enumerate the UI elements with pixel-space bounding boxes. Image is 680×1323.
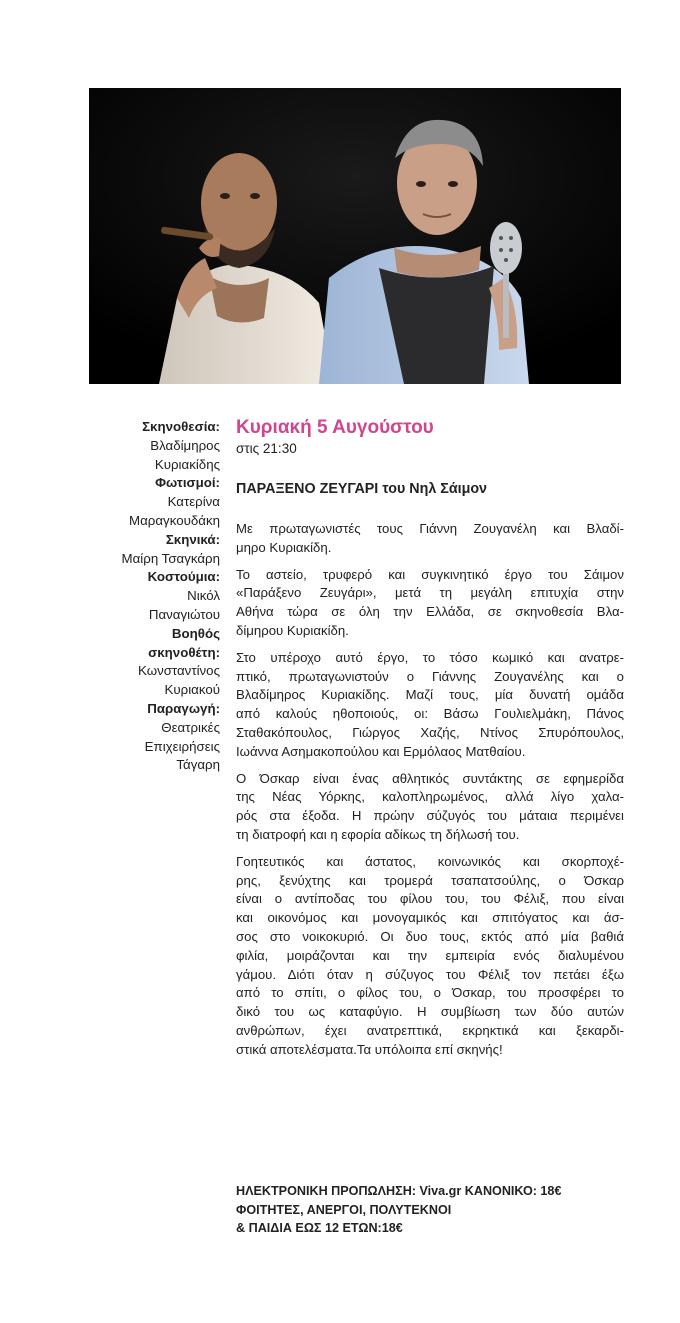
paragraph-line: φιλία, μοιράζονται και την εμπειρία ενός διαλυμένου: [236, 947, 624, 963]
credit-name: Νικόλ: [187, 588, 220, 604]
ticket-line: & ΠΑΙΔΙΑ ΕΩΣ 12 ΕΤΩΝ:18€: [236, 1221, 403, 1235]
paragraph-line: της Νέας Υόρκης, καλοπληρωμένος, αλλά λίγο χαλα-: [236, 789, 624, 805]
ticket-line: ΗΛΕΚΤΡΟΝΙΚΗ ΠΡΟΠΩΛΗΣΗ: Viva.gr ΚΑΝΟΝΙΚΟ: 18€: [236, 1184, 562, 1198]
credit-name: Κυριακού: [164, 682, 220, 698]
paragraph-line: και οικονόμος και μονογαμικός και σπιτόγατος και άσ-: [236, 910, 624, 926]
credit-name: Κωνσταντίνος: [137, 663, 220, 679]
paragraph-line: ρός στα έξοδα. Η πρώην σύζυγός του μάταια περιμένει: [236, 808, 624, 824]
event-date: Κυριακή 5 Αυγούστου: [236, 417, 434, 438]
credit-name: Θεατρικές: [161, 719, 220, 735]
article-paragraph: [236, 566, 624, 641]
credit-name: Μαίρη Τσαγκάρη: [121, 550, 220, 566]
paragraph-line: σος στο νοικοκυριό. Οι δυο τους, εκτός από μία βαθιά: [236, 928, 624, 944]
promo-photo: [89, 88, 621, 384]
ticket-info: [236, 1182, 626, 1238]
credit-name: Παναγιώτου: [148, 606, 220, 622]
paragraph-line: ρης, ξενύχτης και τρομερά τσαπατσούλης, ο Όσκαρ: [236, 872, 624, 888]
paragraph-line: Σταθακόπουλος, Γιώργος Χαζής, Ντίνος Σπυρόπουλος,: [236, 724, 624, 740]
event-article: [236, 416, 624, 1068]
article-paragraph: [236, 649, 624, 762]
credit-name: Τάγαρη: [176, 757, 220, 773]
paragraph-line: δίμηρου Κυριακίδη.: [236, 622, 349, 638]
credit-name: Βλαδίμηρος: [150, 437, 220, 453]
paragraph-line: γάμου. Διότι όταν η σύζυγος του Φέλιξ τον πετάει έξω: [236, 966, 624, 982]
credit-role: Κοστούμια:: [147, 569, 220, 585]
paragraph-line: Ο Όσκαρ είναι ένας αθλητικός συντάκτης σε εφημερίδα: [236, 770, 624, 786]
paragraph-line: Αθήνα τώρα σε όλη την Ελλάδα, σε σκηνοθεσία Βλα-: [236, 604, 624, 620]
paragraph-line: από καλούς ηθοποιούς, οι: Βάσω Γουλιελμάκη, Πάνος: [236, 706, 624, 722]
paragraph-line: Ιωάννα Ασημακοπούλου και Ερμόλαος Ματθαίου.: [236, 743, 526, 759]
credit-name: Μαραγκουδάκη: [129, 512, 220, 528]
credit-role: σκηνοθέτη:: [148, 644, 220, 660]
event-title: ΠΑΡΑΞΕΝΟ ΖΕΥΓΑΡΙ του Νηλ Σάιμον: [236, 481, 488, 497]
credit-name: Κυριακίδης: [154, 456, 220, 472]
credits-column: [96, 418, 220, 775]
paragraph-line: Στο υπέροχο αυτό έργο, το τόσο κωμικό και ανατρε-: [236, 649, 624, 665]
paragraph-line: Βλαδίμηρος Κυριακίδης. Μαζί τους, μία δυνατή ομάδα: [236, 687, 624, 703]
article-paragraph: [236, 853, 624, 1060]
paragraph-line: είναι ο αντίποδας του φίλου του, του Φέλιξ, που είναι: [236, 891, 624, 907]
paragraph-line: Το αστείο, τρυφερό και συγκινητικό έργο του Σάιμον: [236, 566, 624, 582]
credit-role: Βοηθός: [171, 625, 220, 641]
ticket-line: ΦΟΙΤΗΤΕΣ, ΑΝΕΡΓΟΙ, ΠΟΛΥΤΕΚΝΟΙ: [236, 1202, 452, 1217]
paragraph-line: «Παράξενο Ζευγάρι», μετά τη μεγάλη επιτυχία στην: [236, 585, 624, 601]
paragraph-line: μηρο Κυριακίδη.: [236, 539, 332, 555]
credit-role: Φωτισμοί:: [155, 475, 220, 491]
article-body: [236, 520, 624, 1060]
credit-name: Κατερίνα: [167, 494, 220, 510]
paragraph-line: από το σπίτι, ο φίλος του, ο Όσκαρ, του προσφέρει το: [236, 985, 624, 1001]
paragraph-line: στικά αποτελέσματα.Τα υπόλοιπα επί σκηνής!: [236, 1041, 503, 1057]
paragraph-line: τη διατροφή και η εφορία αδίκως τη δήλωσή του.: [236, 826, 520, 842]
paragraph-line: ανθρώπων, έχει ανατρεπτικά, εκρηκτικά και ξεκαρδι-: [236, 1022, 624, 1038]
paragraph-line: Γοητευτικός και άστατος, κοινωνικός και σκορποχέ-: [236, 853, 624, 869]
credit-role: Σκηνοθεσία:: [142, 419, 220, 434]
article-paragraph: [236, 770, 624, 845]
paragraph-line: πτικό, πρωταγωνιστούν ο Γιάννης Ζουγανέλης και ο: [236, 668, 624, 684]
actors-photo-illustration: [89, 88, 621, 384]
credit-name: Επιχειρήσεις: [144, 738, 220, 754]
paragraph-line: δικό του ως καταφύγιο. Η συμβίωση των δύο αυτών: [236, 1004, 624, 1020]
article-paragraph: [236, 520, 624, 558]
credit-role: Παραγωγή:: [147, 700, 220, 716]
paragraph-line: Με πρωταγωνιστές τους Γιάννη Ζουγανέλη και Βλαδί-: [236, 521, 624, 536]
credit-role: Σκηνικά:: [165, 531, 220, 547]
event-time: στις 21:30: [236, 441, 297, 456]
